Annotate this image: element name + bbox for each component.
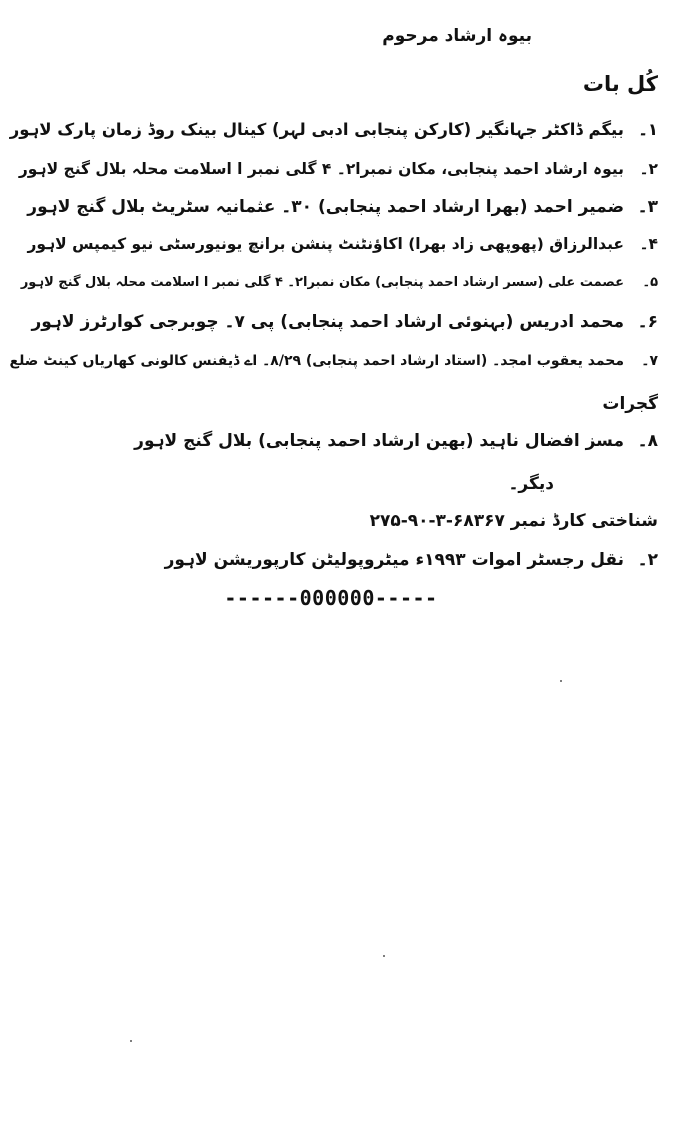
list-item-4 [27, 232, 658, 256]
item-text: بیگم ڈاکٹر جہانگیر (کارکن پنجابی ادبی لہر) کینال بینک روڈ زمان پارک لاہور [9, 120, 624, 139]
list-item-8 [134, 429, 658, 453]
scan-speck [383, 955, 385, 957]
item-number: ۲۔ [639, 160, 658, 178]
item-text: عبدالرزاق (پھوپھی زاد بھرا) اکاؤنٹنٹ پنشن برانچ یونیورسٹی نیو کیمپس لاہور [27, 235, 624, 253]
item-number: ۳۔ [637, 197, 658, 217]
record-number: ۲۔ [637, 550, 658, 570]
item-text: محمد ادریس (بہنوئی ارشاد احمد پنجابی) پی ۷۔ چوبرجی کوارٹرز لاہور [31, 312, 624, 332]
list-item-6 [31, 310, 658, 334]
item-number: ۵۔ [642, 275, 658, 290]
item-number: ۸۔ [637, 431, 658, 451]
document-header: بیوہ ارشاد مرحوم [382, 26, 532, 46]
list-item-7 [10, 349, 658, 373]
list-item-5 [21, 271, 658, 295]
item-text: محمد یعقوب امجد۔ (استاد ارشاد احمد پنجابی) ۸/۲۹۔ اے ڈیفنس کالونی کھاریاں کینٹ ضلع [9, 353, 624, 369]
list-item-2 [19, 157, 658, 181]
end-marker: ------000000----- [224, 586, 438, 610]
item-number: ۱۔ [638, 120, 658, 139]
item-number: ۷۔ [641, 353, 658, 369]
item-text: ضمیر احمد (بھرا ارشاد احمد پنجابی) ۳۰۔ عثمانیہ سٹریٹ بلال گنج لاہور [27, 197, 624, 217]
list-item-3 [27, 195, 658, 219]
item-number: ۶۔ [637, 312, 658, 332]
record-line [165, 548, 658, 572]
item-text: عصمت علی (سسر ارشاد احمد پنجابی) مکان نمبرا۲۔ ۴ گلی نمبر ا اسلامت محلہ بلال گنج لاہور [20, 275, 624, 290]
id-card-label: شناختی کارڈ نمبر [510, 511, 658, 531]
id-card-line [370, 509, 658, 533]
id-card-number: ۲۷۵-۹۰-۳-۶۸۳۶۷ [369, 511, 505, 531]
section-heading: کُل بات [582, 72, 658, 96]
list-item-7-continuation: گجرات [602, 394, 658, 414]
item-number: ۴۔ [639, 235, 658, 253]
record-text: نقل رجسٹر اموات ۱۹۹۳ء میٹروپولیٹن کارپوریشن لاہور [164, 550, 624, 570]
list-item-1 [10, 118, 658, 142]
scan-speck [560, 680, 562, 682]
item-text: مسز افضال ناہید (بھین ارشاد احمد پنجابی) بلال گنج لاہور [134, 431, 624, 451]
other-label: دیگر۔ [508, 474, 554, 494]
item-text: بیوہ ارشاد احمد پنجابی، مکان نمبرا۲۔ ۴ گلی نمبر ا اسلامت محلہ بلال گنج لاہور [18, 160, 624, 178]
scan-speck [130, 1040, 132, 1042]
